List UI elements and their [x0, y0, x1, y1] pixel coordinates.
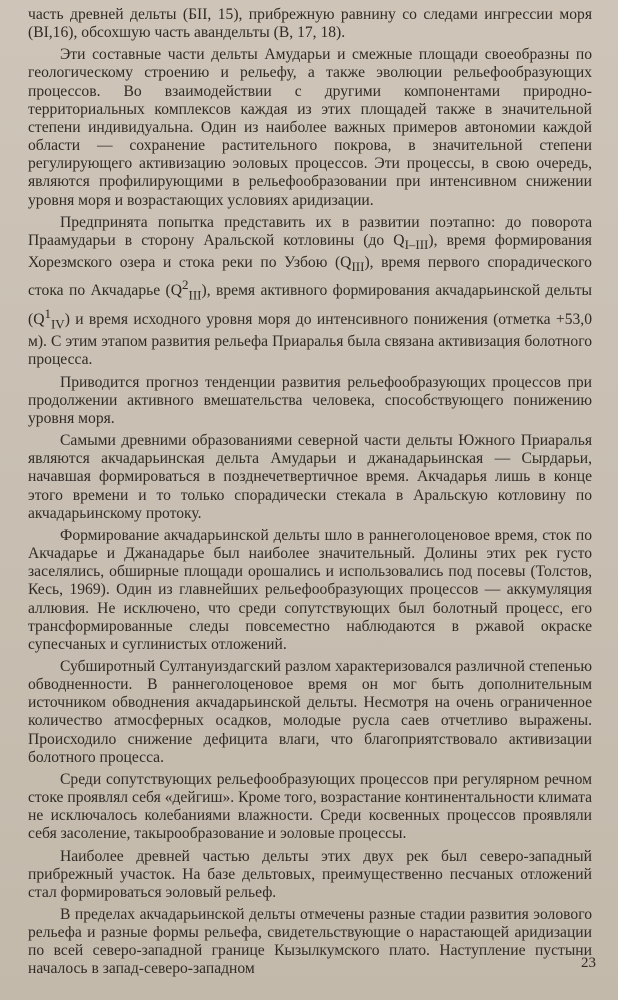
paragraph-9: Наиболее древней частью дельты этих двух рек был северо-западный прибрежный участок. На базе дельтовых, преимущественно песчаных отложений стал формироваться эоловый рельеф. [28, 847, 592, 901]
paragraph-10: В пределах акчадарьинской дельты отмечены разные стадии развития эолового рельефа и разные формы рельефа, свидетельствующие о нарастающей аридизации по всей северо-западной границе Кызылкумского плато. Наступление пустыни началось в запад-северо-западном [28, 906, 592, 978]
paragraph-8: Среди сопутствующих рельефообразующих процессов при регулярном речном стоке проявлял себя «дейгиш». Кроме того, возрастание континентальности климата не исключалось колебаниями влажности. Среди косвенных процессов проявляли себя засоление, такырообразование и эоловые процессы. [28, 770, 592, 843]
body-text [28, 6, 592, 979]
paragraph-7: Субширотный Султануиздагский разлом характеризовался различной степенью обводненности. В раннеголоценовое время он мог быть дополнительным источником обводнения акчадарьинской дельты. Несмотря на очень ограниченное количество атмосферных осадков, молодые русла саев отчетливо выражены. Происходило снижение дефицита влаги, что благоприятствовало активизации болотного процесса. [28, 657, 592, 766]
page-number: 23 [581, 955, 596, 971]
paragraph-4: Приводится прогноз тенденции развития рельефообразующих процессов при продолжении активного вмешательства человека, способствующего понижению уровня моря. [28, 373, 592, 427]
paragraph-1: часть древней дельты (БII, 15), прибрежную равнину со следами ингрессии моря (ВI,16), обсохшую часть авандельты (В, 17, 18). [28, 6, 592, 42]
paragraph-3: Предпринята попытка представить их в развитии поэтапно: до поворота Праамударьи в сторону Аральской котловины (до $Q_{I-III}$), время формирования Хорезмского озера и стока реки по Узбою $(Q_{III})$, время первого спорадического стока по Акчадарье $(Q^2_{III})$, время активного формирования акчадарьинской дельты $(Q^1_{IV})$ и время исходного уровня моря до интенсивного понижения (отметка +53,0 м). С этим этапом развития рельефа Приаралья была связана активизация болотного процесса. [28, 213, 593, 369]
paragraph-2: Эти составные части дельты Амударьи и смежные площади своеобразны по геологическому строению и рельефу, а также эволюции рельефообразующих процессов. Во взаимодействии с другими компонентами природно-территориальных комплексов каждая из этих площадей также в значительной степени индивидуальна. Один из наиболее важных примеров автономии каждой области — сохранение растительного покрова, в значительной степени регулирующего активизацию эоловых процессов. Эти процессы, в свою очередь, являются профилирующими в рельефообразовании при интенсивном снижении уровня моря и возрастающих условиях аридизации. [28, 46, 592, 209]
paragraph-6: Формирование акчадарьинской дельты шло в раннеголоценовое время, сток по Акчадарье и Джанадарье был наиболее значительный. Долины этих рек густо заселялись, обширные площади орошались и использовались под посевы (Толстов, Кесь, 1969). Один из главнейших рельефообразующих процессов — аккумуляция аллювия. Не исключено, что среди сопутствующих был болотный процесс, его трансформированные следы повсеместно наблюдаются в ржавой окраске супесчаных и суглинистых отложений. [28, 526, 592, 653]
paragraph-5: Самыми древними образованиями северной части дельты Южного Приаралья являются акчадарьинская дельта Амударьи и джанадарьинская — Сырдарьи, начавшая формироваться в позднечетвертичное время. Акчадарья лишь в конце этого времени и то только спорадически стекала в Аральскую котловину по акчадарьинскому протоку. [28, 432, 592, 522]
